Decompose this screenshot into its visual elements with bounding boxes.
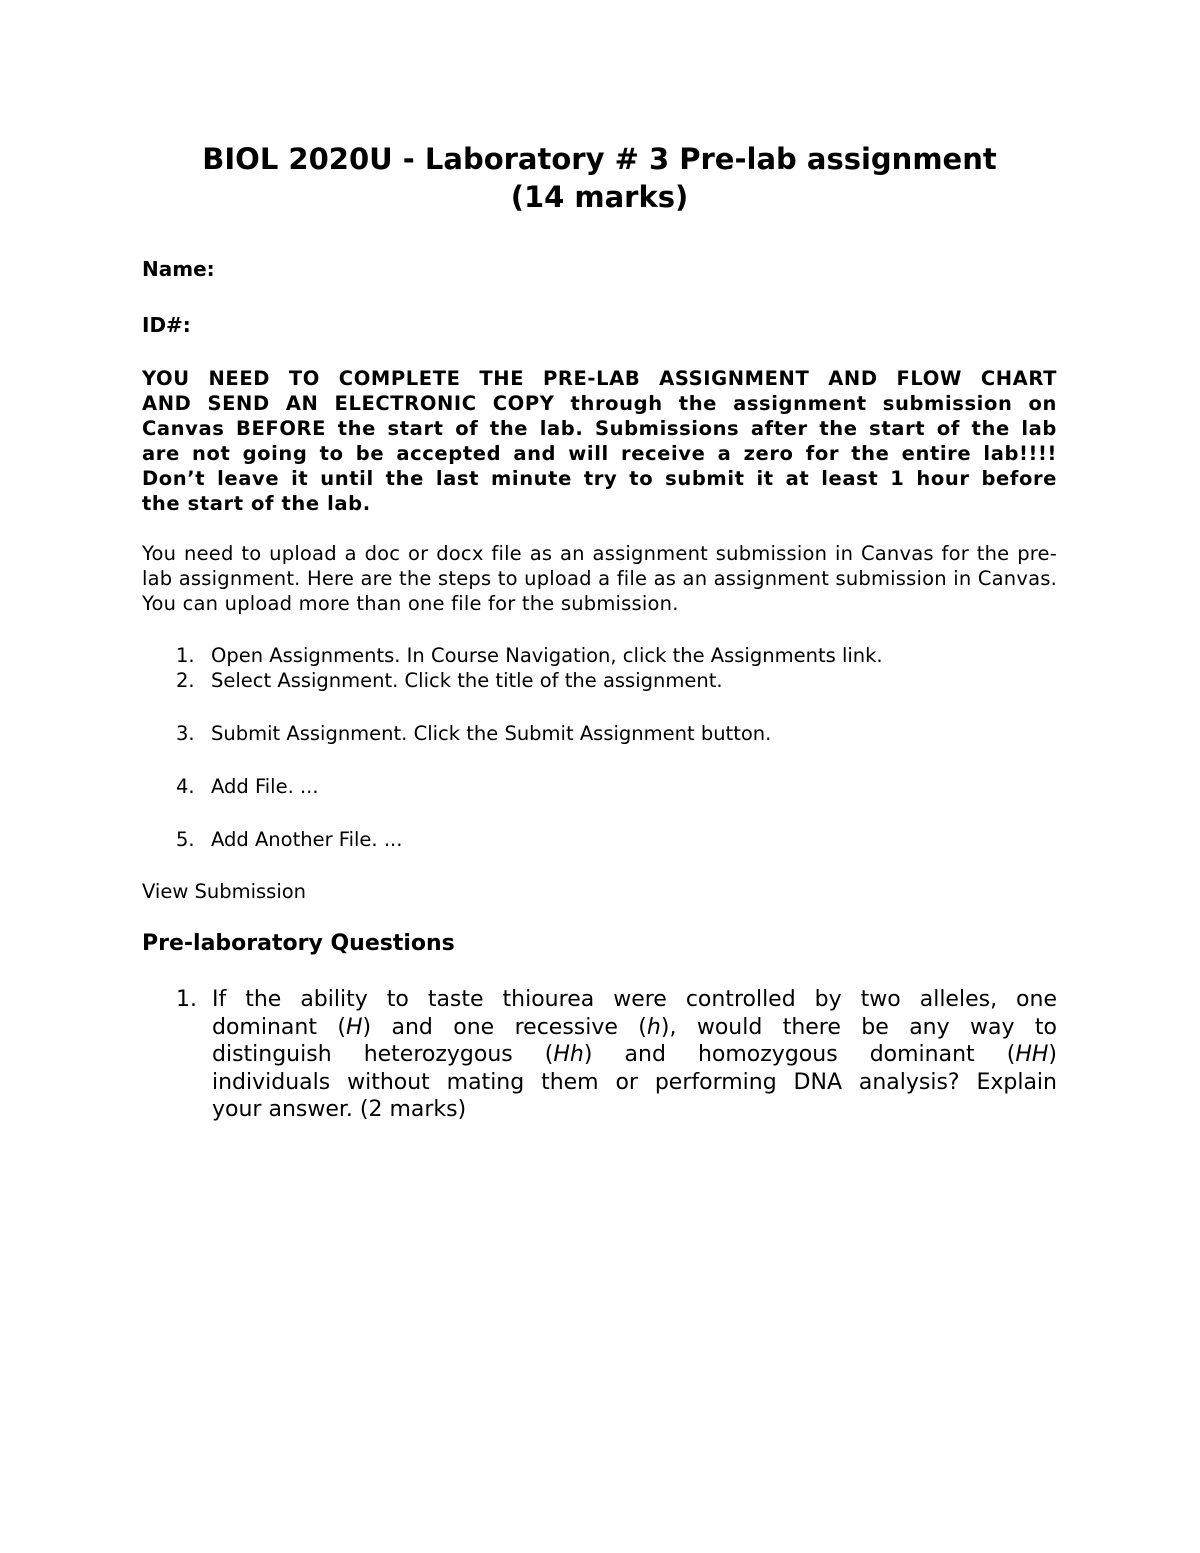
question-line-5: your answer. (2 marks) bbox=[212, 1097, 467, 1122]
step-text: Submit Assignment. Click the Submit Assignment button. bbox=[211, 722, 772, 745]
allele-dominant: H bbox=[345, 1014, 363, 1040]
question-line-1: If the ability to taste thiourea were controlled by two alleles, one bbox=[212, 987, 1057, 1012]
question-item bbox=[142, 986, 1057, 1124]
list-item bbox=[142, 721, 1057, 746]
notice-line-1: YOU NEED TO COMPLETE THE PRE-LAB ASSIGNMENT AND FLOW CHART bbox=[142, 367, 1057, 390]
submission-notice bbox=[142, 366, 1057, 516]
genotype-heterozygous: Hh bbox=[553, 1042, 584, 1067]
title-line-2: (14 marks) bbox=[510, 180, 689, 214]
notice-line-3: Canvas BEFORE the start of the lab. Submissions after the start of the lab bbox=[142, 417, 1057, 440]
question-line-3: distinguish heterozygous (Hh) and homozygous dominant (HH) bbox=[212, 1042, 1057, 1067]
step-number: 3. bbox=[176, 722, 195, 745]
document-page bbox=[142, 140, 1057, 1124]
list-item bbox=[142, 643, 1057, 668]
notice-line-5: Don’t leave it until the last minute try to submit it at least 1 hour before bbox=[142, 467, 1057, 490]
id-label: ID#: bbox=[142, 313, 191, 337]
step-text: Select Assignment. Click the title of the assignment. bbox=[211, 669, 723, 692]
list-item bbox=[142, 668, 1057, 693]
step-number: 5. bbox=[176, 828, 195, 851]
step-text: Add File. ... bbox=[211, 775, 319, 798]
question-line-4: individuals without mating them or performing DNA analysis? Explain bbox=[212, 1069, 1057, 1095]
questions-list bbox=[142, 986, 1057, 1124]
section-heading: Pre-laboratory Questions bbox=[142, 931, 455, 956]
genotype-homozygous-dominant: HH bbox=[1015, 1042, 1049, 1067]
question-text bbox=[212, 986, 1057, 1124]
question-line-2: dominant (H) and one recessive (h), would there be any way to bbox=[212, 1014, 1058, 1040]
view-submission-text: View Submission bbox=[142, 880, 307, 903]
notice-line-6: the start of the lab. bbox=[142, 492, 371, 515]
document-title bbox=[132, 140, 1067, 216]
title-line-1: BIOL 2020U - Laboratory # 3 Pre-lab assignment bbox=[202, 142, 997, 176]
notice-line-4: are not going to be accepted and will receive a zero for the entire lab!!!! bbox=[142, 442, 1057, 465]
step-number: 2. bbox=[176, 669, 195, 692]
question-number: 1. bbox=[176, 987, 197, 1012]
step-text: Add Another File. ... bbox=[211, 828, 403, 851]
name-label: Name: bbox=[142, 257, 215, 281]
step-text: Open Assignments. In Course Navigation, click the Assignments link. bbox=[211, 644, 883, 667]
notice-line-2: AND SEND AN ELECTRONIC COPY through the assignment submission on bbox=[142, 392, 1057, 415]
upload-steps-list bbox=[142, 643, 1057, 852]
list-item bbox=[142, 827, 1057, 852]
allele-recessive: h bbox=[646, 1014, 661, 1040]
step-number: 4. bbox=[176, 775, 195, 798]
step-number: 1. bbox=[176, 644, 195, 667]
list-item bbox=[142, 774, 1057, 799]
upload-instructions: You need to upload a doc or docx file as an assignment submission in Canvas for the pre-lab assignment. Here are the steps to upload a file as an assignment submission in Canvas. You can upload more than one file for the submission. bbox=[142, 542, 1057, 615]
